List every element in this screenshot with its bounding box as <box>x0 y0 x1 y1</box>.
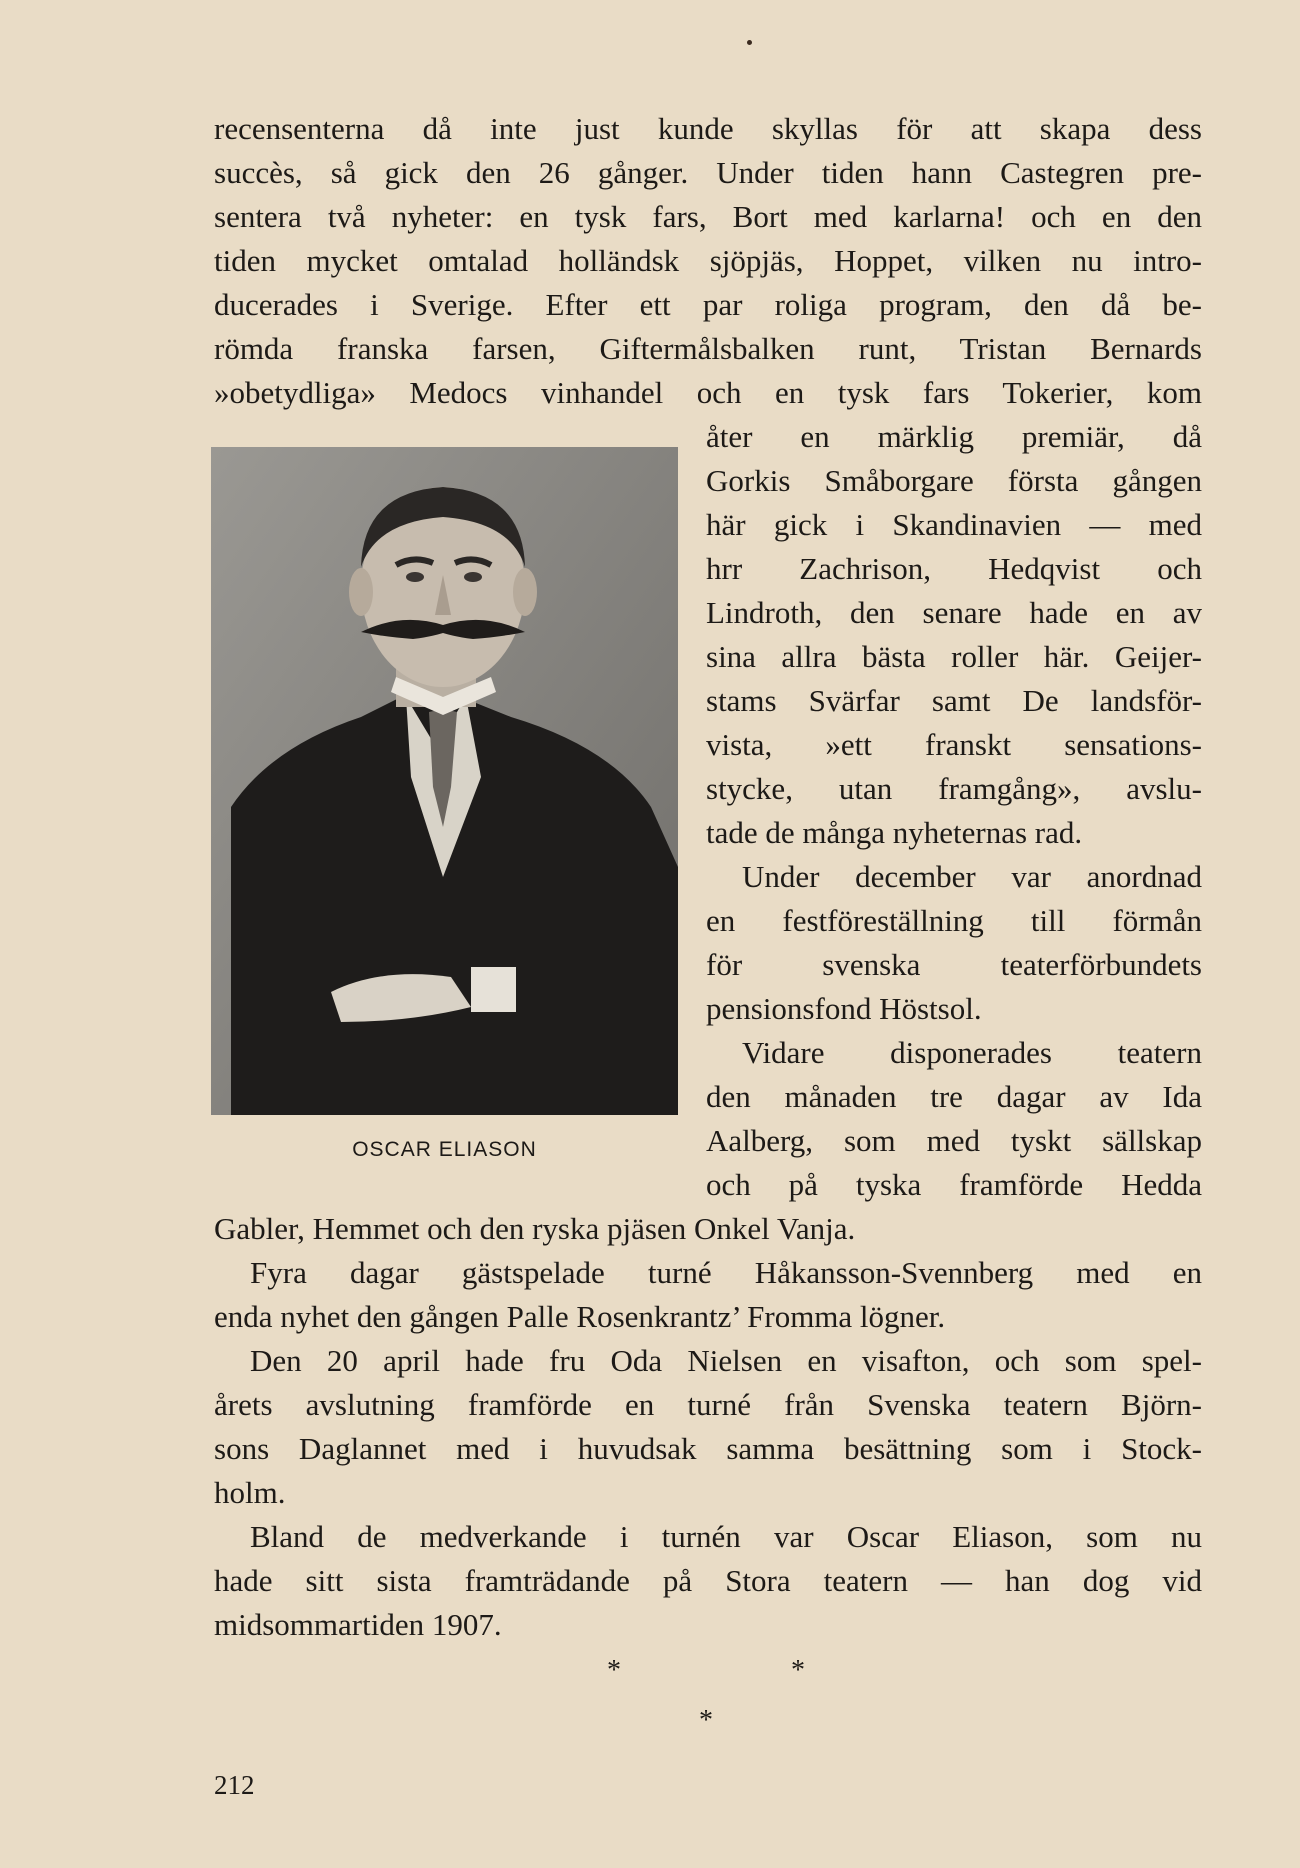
text-line: Under december var anordnad <box>742 859 1202 894</box>
text-line: Lindroth, den senare hade en av <box>706 595 1202 630</box>
text-line: vista, »ett franskt sensations- <box>706 727 1202 762</box>
text-line: midsommartiden 1907. <box>214 1607 502 1642</box>
portrait-photo <box>211 447 678 1115</box>
text-line: pensionsfond Höstsol. <box>706 991 982 1026</box>
text-line: Den 20 april hade fru Oda Nielsen en visafton, och som spel- <box>250 1343 1202 1378</box>
asterisk: * <box>699 1705 713 1736</box>
text-line: Bland de medverkande i turnén var Oscar Eliason, som nu <box>250 1519 1202 1554</box>
text-line: för svenska teaterförbundets <box>706 947 1202 982</box>
text-line: recensenterna då inte just kunde skyllas för att skapa dess <box>214 111 1202 146</box>
text-line: sons Daglannet med i huvudsak samma besättning som i Stock- <box>214 1431 1202 1466</box>
text-line: och på tyska framförde Hedda <box>706 1167 1202 1202</box>
text-line: årets avslutning framförde en turné från Svenska teatern Björn- <box>214 1387 1202 1422</box>
text-line: »obetydliga» Medocs vinhandel och en tysk fars Tokerier, kom <box>214 375 1202 410</box>
text-line: sina allra bästa roller här. Geijer- <box>706 639 1202 674</box>
text-line: stycke, utan framgång», avslu- <box>706 771 1202 806</box>
text-line: här gick i Skandinavien — med <box>706 507 1202 542</box>
text-line: ducerades i Sverige. Efter ett par roliga program, den då be- <box>214 287 1202 322</box>
text-line: den månaden tre dagar av Ida <box>706 1079 1202 1114</box>
text-line: hade sitt sista framträdande på Stora teatern — han dog vid <box>214 1563 1202 1598</box>
asterisk: * <box>607 1655 621 1686</box>
page-number: 212 <box>214 1770 255 1800</box>
text-line: succès, så gick den 26 gånger. Under tiden hann Castegren pre- <box>214 155 1202 190</box>
text-line: tade de många nyheternas rad. <box>706 815 1083 850</box>
text-line: en festföreställning till förmån <box>706 903 1202 938</box>
text-line: hrr Zachrison, Hedqvist och <box>706 551 1202 586</box>
text-line: åter en märklig premiär, då <box>706 419 1202 454</box>
ink-speck <box>747 40 752 45</box>
text-line: Fyra dagar gästspelade turné Håkansson-Svennberg med en <box>250 1255 1202 1290</box>
text-line: Aalberg, som med tyskt sällskap <box>706 1123 1202 1158</box>
portrait-illustration <box>211 447 678 1115</box>
text-line: enda nyhet den gången Palle Rosenkrantz’ Fromma lögner. <box>214 1299 946 1334</box>
text-line: Gabler, Hemmet och den ryska pjäsen Onkel Vanja. <box>214 1211 856 1246</box>
photo-caption: OSCAR ELIASON <box>352 1138 537 1161</box>
text-line: tiden mycket omtalad holländsk sjöpjäs, Hoppet, vilken nu intro- <box>214 243 1202 278</box>
asterisk: * <box>791 1655 805 1686</box>
text-line: Gorkis Småborgare första gången <box>706 463 1202 498</box>
text-line: sentera två nyheter: en tysk fars, Bort med karlarna! och en den <box>214 199 1202 234</box>
text-line: stams Svärfar samt De landsför- <box>706 683 1202 718</box>
text-line: holm. <box>214 1475 286 1510</box>
text-line: römda franska farsen, Giftermålsbalken runt, Tristan Bernards <box>214 331 1202 366</box>
text-line: Vidare disponerades teatern <box>742 1035 1202 1070</box>
